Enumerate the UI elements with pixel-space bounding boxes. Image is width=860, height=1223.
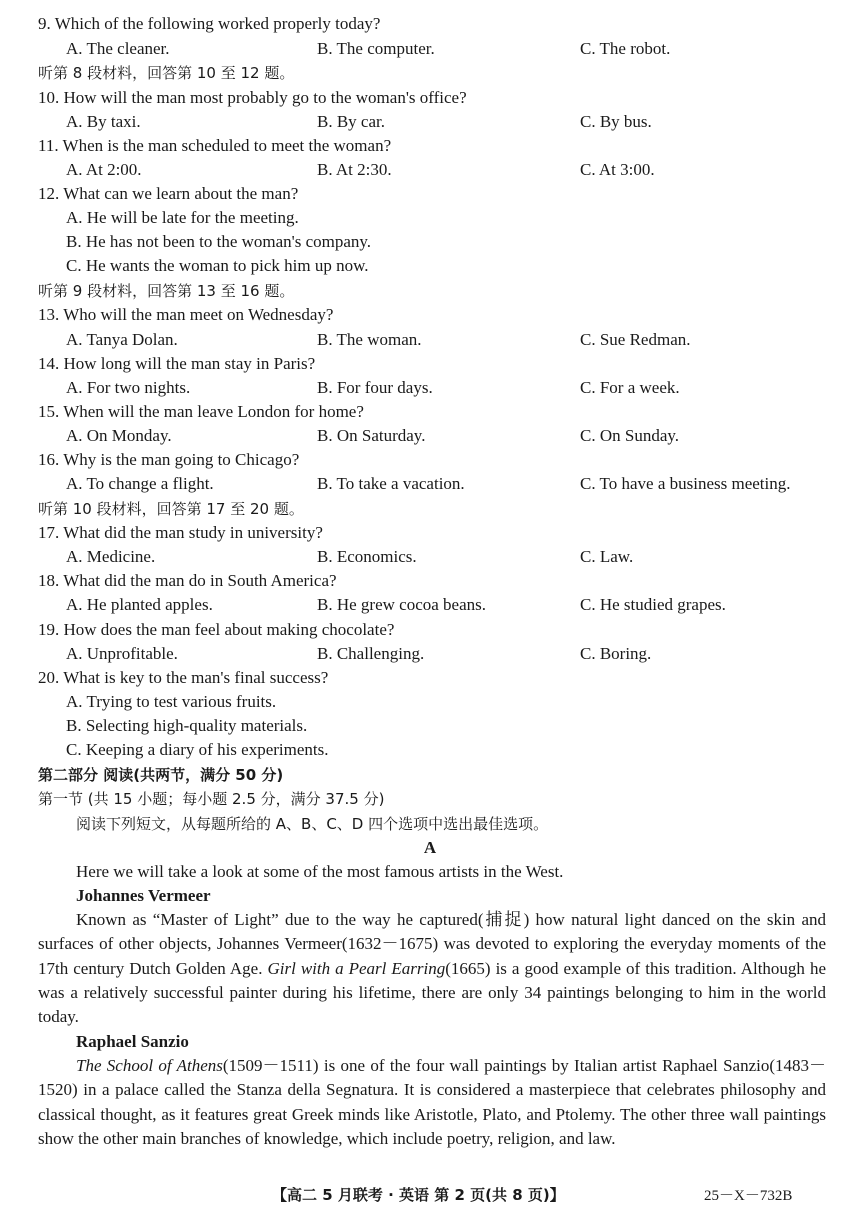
question-9 [0, 12, 860, 36]
question-19: 19. How does the man feel about making chocolate? [38, 620, 395, 639]
section-9-header: 听第 9 段材料，回答第 13 至 16 题。 [38, 282, 295, 300]
question-16: 16. Why is the man going to Chicago? [38, 450, 300, 469]
option-12a: A. He will be late for the meeting. [66, 208, 299, 227]
passage-intro: Here we will take a look at some of the most famous artists in the West. [76, 862, 564, 881]
options-14: A. For two nights. B. For four days. C. For a week. [66, 378, 680, 397]
option-a: A. The cleaner. [66, 39, 170, 58]
artist1-paragraph: Known as “Master of Light” due to the way he captured(捕捉) how natural light danced on the skin and surfaces of other objects, Johannes Vermeer(1632－1675) was devoted to exploring the everyday moments of the 17th century Dutch Golden Age. Girl with a Pearl Earring(1665) is a good example of this tradition. Although he was a relatively successful painter during his lifetime, there are only 34 paintings belonging to him in the world today. [38, 910, 826, 1027]
painting-title: The School of Athens [76, 1056, 223, 1075]
question-15: 15. When will the man leave London for home? [38, 402, 364, 421]
question-text: 9. Which of the following worked properly today? [38, 14, 381, 33]
option-b: B. The computer. [317, 39, 435, 58]
painting-title: Girl with a Pearl Earring [267, 958, 446, 978]
options-15: A. On Monday. B. On Saturday. C. On Sunday. [66, 426, 680, 445]
page-footer: 【高二 5 月联考 · 英语 第 2 页(共 8 页)】 [272, 1186, 565, 1204]
question-13: 13. Who will the man meet on Wednesday? [38, 305, 334, 324]
options-19: A. Unprofitable. B. Challenging. C. Boring. [66, 644, 652, 663]
options-9 [0, 37, 860, 61]
question-12: 12. What can we learn about the man? [38, 184, 299, 203]
options-17: A. Medicine. B. Economics. C. Law. [66, 547, 634, 566]
artist2-paragraph: The School of Athens(1509－1511) is one of the four wall paintings by Italian artist Raphael Sanzio(1483－1520) in a palace called the Stanza della Segnatura. It is considered a masterpiece that celebrates philosophy and classical thought, as it features great Greek minds like Aristotle, Plato, and Ptolemy. The other three wall paintings show the other main branches of knowledge, which include poetry, religion, and law. [38, 1056, 827, 1148]
question-11: 11. When is the man scheduled to meet the woman? [38, 136, 392, 155]
options-16: A. To change a flight. B. To take a vacation. C. To have a business meeting. [66, 474, 791, 493]
artist1-heading: Johannes Vermeer [76, 886, 211, 905]
option-20c: C. Keeping a diary of his experiments. [66, 740, 329, 759]
question-14: 14. How long will the man stay in Paris? [38, 354, 316, 373]
options-11: A. At 2:00. B. At 2:30. C. At 3:00. [66, 160, 655, 179]
instruction: 阅读下列短文，从每题所给的 A、B、C、D 四个选项中选出最佳选项。 [76, 815, 549, 833]
options-13: A. Tanya Dolan. B. The woman. C. Sue Redman. [66, 330, 691, 349]
question-18: 18. What did the man do in South America? [38, 571, 337, 590]
question-20: 20. What is key to the man's final success? [38, 668, 329, 687]
question-17: 17. What did the man study in university? [38, 523, 323, 542]
option-12c: C. He wants the woman to pick him up now. [66, 256, 369, 275]
option-20b: B. Selecting high-quality materials. [66, 716, 308, 735]
question-10: 10. How will the man most probably go to the woman's office? [38, 88, 467, 107]
artist2-heading: Raphael Sanzio [76, 1032, 189, 1051]
options-10: A. By taxi. B. By car. C. By bus. [66, 112, 652, 131]
options-18: A. He planted apples. B. He grew cocoa beans. C. He studied grapes. [66, 595, 726, 614]
passage-label: A [423, 838, 437, 857]
section-8-header: 听第 8 段材料，回答第 10 至 12 题。 [38, 64, 295, 82]
section1-title: 第一节 (共 15 小题；每小题 2.5 分，满分 37.5 分) [38, 790, 385, 808]
section-10-header: 听第 10 段材料，回答第 17 至 20 题。 [38, 500, 304, 518]
option-c: C. The robot. [580, 39, 671, 58]
part2-title: 第二部分 阅读(共两节，满分 50 分) [38, 766, 284, 784]
option-12b: B. He has not been to the woman's company. [66, 232, 372, 251]
paper-code: 25－X－732B [704, 1188, 793, 1204]
option-20a: A. Trying to test various fruits. [66, 692, 277, 711]
